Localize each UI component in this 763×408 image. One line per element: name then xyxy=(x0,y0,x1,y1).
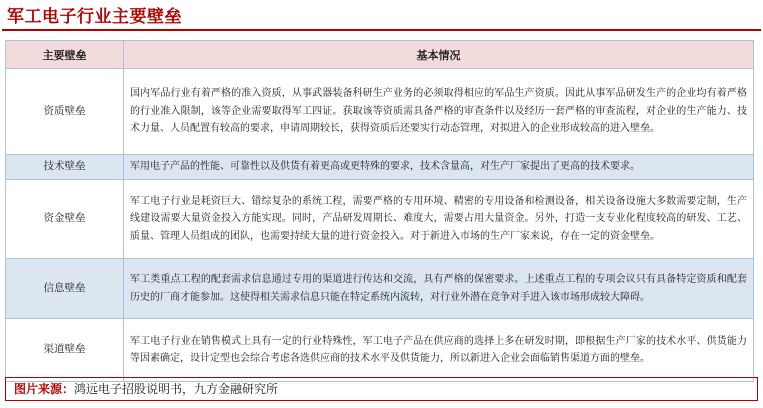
barrier-description: 军工类重点工程的配套需求信息通过专用的渠道进行传达和交流，具有严格的保密要求。上述重点工程的专项会议只有具备特定资质和配套历史的厂商才能参加。这使得相关需求信息只能在特定系统内流转，对行业外潜在竞争对手进入该市场形成较大障碍。 xyxy=(124,259,754,319)
barrier-name: 信息壁垒 xyxy=(6,259,124,319)
table-row xyxy=(6,69,754,155)
source-text: 鸿远电子招股说明书，九方金融研究所 xyxy=(74,382,279,396)
table-row xyxy=(6,155,754,180)
barrier-name: 资质壁垒 xyxy=(6,69,124,155)
barrier-table-container xyxy=(5,40,753,371)
barrier-description: 军工电子行业在销售模式上具有一定的行业特殊性，军工电子产品在供应商的选择上多在研发时期，即根据生产厂家的技术水平、供货能力等因素确定，设计定型也会综合考虑各选供应商的技术水平及供货能力，所以新进入企业会面临销售渠道方面的壁垒。 xyxy=(124,319,754,382)
title-bar xyxy=(2,4,761,31)
barrier-name: 技术壁垒 xyxy=(6,155,124,180)
source-bar xyxy=(5,377,758,401)
table-row xyxy=(6,259,754,319)
barrier-name: 资金壁垒 xyxy=(6,180,124,259)
barrier-name: 渠道壁垒 xyxy=(6,319,124,382)
source-label: 图片来源： xyxy=(14,382,75,396)
barrier-table xyxy=(5,40,754,382)
table-row xyxy=(6,319,754,382)
header-situation: 基本情况 xyxy=(124,41,754,69)
barrier-description: 军用电子产品的性能、可靠性以及供货有着更高或更特殊的要求，技术含量高，对生产厂家提出了更高的技术要求。 xyxy=(124,155,754,180)
barrier-description: 国内军品行业有着严格的准入资质，从事武器装备科研生产业务的必须取得相应的军品生产资质。因此从事军品研发生产的企业均有着严格的行业准入限制，该等企业需要取得军工四证。获取该等资质需具备严格的审查条件以及经历一套严格的审查流程，对企业的生产能力、技术力量、人员配置有较高的要求，申请周期较长，获得资质后还要实行动态管理，对拟进入的企业形成较高的进入壁垒。 xyxy=(124,69,754,155)
page-title: 军工电子行业主要壁垒 xyxy=(7,7,182,27)
table-row xyxy=(6,180,754,259)
table-header-row xyxy=(6,41,754,69)
barrier-description: 军工电子行业是耗资巨大、错综复杂的系统工程，需要严格的专用环境、精密的专用设备和检测设备，相关设备设施大多数需要定制，生产线建设需要大量资金投入方能实现。同时，产品研发周期长、难度大，需要占用大量资金。另外，打造一支专业化程度较高的研发、工艺、质量、管理人员组成的团队，也需要持续大量的进行资金投入。对于新进入市场的生产厂家来说，存在一定的资金壁垒。 xyxy=(124,180,754,259)
header-barrier: 主要壁垒 xyxy=(6,41,124,69)
